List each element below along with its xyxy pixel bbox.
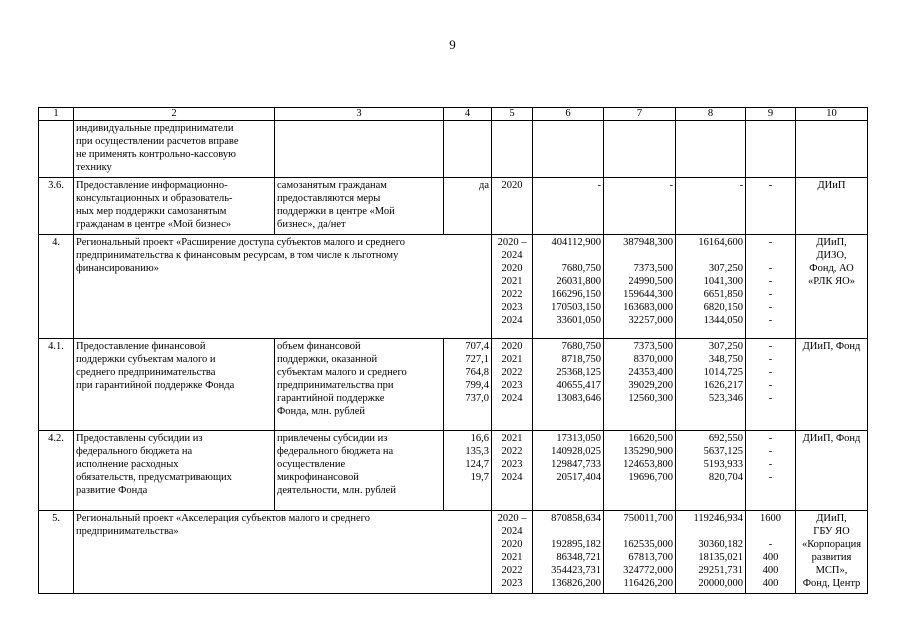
- cell-line: 799,4: [465, 380, 489, 391]
- cell-line: предпринимательства»: [76, 526, 179, 537]
- cell-line: 25368,125: [556, 367, 601, 378]
- cell-c9: [746, 339, 796, 431]
- cell-line: 24353,400: [628, 367, 673, 378]
- cell-line: [678, 249, 743, 262]
- cell-line: 1626,217: [703, 380, 743, 391]
- cell-line: 33601,050: [556, 315, 601, 326]
- cell-line: 16164,600: [698, 237, 743, 248]
- cell-line: гарантийной поддержке: [277, 393, 385, 404]
- cell-c5: [492, 178, 533, 235]
- cell-line: предпринимательства при: [277, 380, 394, 391]
- cell-line: 166296,150: [551, 289, 601, 300]
- cell-line: 32257,000: [628, 315, 673, 326]
- cell-line: 404112,900: [551, 237, 601, 248]
- cell-c6: [533, 235, 604, 339]
- cell-line: бизнес», да/нет: [277, 219, 346, 230]
- cell-line: 159644,300: [623, 289, 673, 300]
- cell-line: 870858,634: [551, 513, 601, 524]
- cell-line: [606, 249, 673, 262]
- cell-line: 8718,750: [561, 354, 601, 365]
- cell-line: 6820,150: [703, 302, 743, 313]
- cell-line: 387948,300: [623, 237, 673, 248]
- cell-line: 13083,646: [556, 393, 601, 404]
- cell-line: [748, 249, 793, 262]
- cell-c10: [796, 235, 868, 339]
- cell-line: 163683,000: [623, 302, 673, 313]
- cell-c234: [74, 511, 492, 594]
- cell-line: 2022: [501, 289, 523, 300]
- cell-line: 18135,021: [698, 552, 743, 563]
- cell-line: самозанятым гражданам: [277, 180, 387, 191]
- cell-line: поддержки субъектам малого и: [76, 354, 216, 365]
- cell-line: ДИиП: [817, 180, 846, 191]
- table-row: [39, 235, 868, 339]
- cell-line: 136826,200: [551, 578, 601, 589]
- cell-line: -: [768, 433, 773, 444]
- cell-c6: [533, 339, 604, 431]
- cell-c4: [444, 339, 492, 431]
- cell-line: 39029,200: [628, 380, 673, 391]
- cell-line: -: [768, 539, 773, 550]
- cell-line: 2024: [501, 526, 523, 537]
- cell-line: 2022: [501, 446, 523, 457]
- cell-line: 2020: [501, 539, 523, 550]
- cell-line: ГБУ ЯО: [813, 526, 850, 537]
- cell-line: 523,346: [708, 393, 743, 404]
- cell-line: 2021: [501, 354, 523, 365]
- cell-line: Фонд, АО: [809, 263, 854, 274]
- cell-line: финансированию»: [76, 263, 159, 274]
- cell-line: 2022: [501, 565, 523, 576]
- cell-line: [748, 525, 793, 538]
- cell-c5: [492, 431, 533, 511]
- cell-c3: [275, 431, 444, 511]
- cell-line: -: [768, 263, 773, 274]
- cell-line: 124,7: [465, 459, 489, 470]
- header-cell: 4: [444, 108, 492, 121]
- cell-c1: 3.6.: [39, 178, 74, 235]
- cell-line: [535, 249, 601, 262]
- cell-line: 348,750: [708, 354, 743, 365]
- cell-line: развития: [811, 552, 852, 563]
- cell-line: 12560,300: [628, 393, 673, 404]
- cell-line: ДИиП, Фонд: [802, 433, 861, 444]
- cell-line: 2020 –: [497, 513, 527, 524]
- cell-line: 692,550: [708, 433, 743, 444]
- header-cell: 1: [39, 108, 74, 121]
- cell-line: 400: [762, 565, 779, 576]
- cell-c8: [676, 431, 746, 511]
- table-row: [39, 431, 868, 511]
- table-row: [39, 339, 868, 431]
- cell-line: МСП»,: [815, 565, 848, 576]
- cell-line: 19696,700: [628, 472, 673, 483]
- cell-line: да: [478, 180, 489, 191]
- cell-line: 86348,721: [556, 552, 601, 563]
- cell-line: Региональный проект «Расширение доступа субъектов малого и среднего: [76, 237, 405, 248]
- cell-c10: [796, 178, 868, 235]
- cell-line: 750011,700: [623, 513, 673, 524]
- cell-c1: 5.: [39, 511, 74, 594]
- header-cell: 6: [533, 108, 604, 121]
- cell-line: 30360,182: [698, 539, 743, 550]
- header-cell: 7: [604, 108, 676, 121]
- header-cell: 10: [796, 108, 868, 121]
- cell-line: ных мер поддержки самозанятым: [76, 206, 227, 217]
- cell-line: 1041,300: [703, 276, 743, 287]
- cell-c8: [676, 511, 746, 594]
- cell-line: ДИиП,: [816, 237, 847, 248]
- cell-c1: 4.2.: [39, 431, 74, 511]
- cell-line: 6651,850: [703, 289, 743, 300]
- program-table: [38, 107, 868, 594]
- cell-line: [535, 525, 601, 538]
- cell-c7: [604, 178, 676, 235]
- cell-line: 19,7: [470, 472, 489, 483]
- cell-line: осуществление: [277, 459, 346, 470]
- cell-line: при осуществлении расчетов вправе: [76, 136, 239, 147]
- cell-c8: [676, 121, 746, 178]
- cell-line: 2020: [501, 180, 523, 191]
- cell-line: федерального бюджета на: [76, 446, 193, 457]
- page-number: 9: [449, 37, 456, 52]
- cell-line: 7373,500: [633, 263, 673, 274]
- cell-line: ДИиП,: [816, 513, 847, 524]
- cell-line: 2021: [501, 552, 523, 563]
- cell-line: федерального бюджета на: [277, 446, 394, 457]
- header-cell: 8: [676, 108, 746, 121]
- header-cell: 5: [492, 108, 533, 121]
- cell-line: ДИиП, Фонд: [802, 341, 861, 352]
- header-cell: 3: [275, 108, 444, 121]
- cell-line: среднего предпринимательства: [76, 367, 216, 378]
- cell-c7: [604, 511, 676, 594]
- cell-line: 727,1: [465, 354, 489, 365]
- cell-line: Предоставлены субсидии из: [76, 433, 203, 444]
- cell-line: 135290,900: [623, 446, 673, 457]
- cell-line: 16,6: [470, 433, 489, 444]
- cell-line: 67813,700: [628, 552, 673, 563]
- cell-line: 2024: [501, 393, 523, 404]
- cell-c8: [676, 339, 746, 431]
- cell-line: не применять контрольно-кассовую: [76, 149, 236, 160]
- cell-line: 124653,800: [623, 459, 673, 470]
- cell-line: 2023: [501, 578, 523, 589]
- cell-line: гражданам в центре «Мой бизнес»: [76, 219, 232, 230]
- cell-line: 2021: [501, 276, 523, 287]
- cell-c2: [74, 431, 275, 511]
- cell-line: развитие Фонда: [76, 485, 148, 496]
- cell-line: 20000,000: [698, 578, 743, 589]
- cell-line: 140928,025: [551, 446, 601, 457]
- cell-c3: [275, 178, 444, 235]
- cell-line: 162535,000: [623, 539, 673, 550]
- cell-c9: [746, 235, 796, 339]
- cell-line: 2023: [501, 459, 523, 470]
- cell-line: 7680,750: [561, 263, 601, 274]
- cell-line: Предоставление финансовой: [76, 341, 206, 352]
- cell-line: технику: [76, 162, 112, 173]
- cell-c3: [275, 339, 444, 431]
- table-row: [39, 511, 868, 594]
- cell-c2: [74, 178, 275, 235]
- cell-line: 7680,750: [561, 341, 601, 352]
- cell-line: -: [768, 237, 773, 248]
- header-row: [39, 108, 868, 121]
- cell-line: -: [768, 459, 773, 470]
- cell-c7: [604, 235, 676, 339]
- cell-c7: [604, 121, 676, 178]
- cell-c6: [533, 178, 604, 235]
- header-cell: 2: [74, 108, 275, 121]
- cell-c7: [604, 431, 676, 511]
- cell-line: 5193,933: [703, 459, 743, 470]
- cell-c5: [492, 339, 533, 431]
- cell-c1: [39, 121, 74, 178]
- cell-line: 29251,731: [698, 565, 743, 576]
- cell-line: -: [768, 393, 773, 404]
- cell-c8: [676, 178, 746, 235]
- cell-c9: [746, 178, 796, 235]
- cell-c9: [746, 121, 796, 178]
- cell-line: 116426,200: [623, 578, 673, 589]
- cell-line: 119246,934: [693, 513, 743, 524]
- cell-line: субъектам малого и среднего: [277, 367, 407, 378]
- cell-line: индивидуальные предприниматели: [76, 123, 234, 134]
- cell-line: 2023: [501, 302, 523, 313]
- cell-c1: 4.: [39, 235, 74, 339]
- cell-c10: [796, 511, 868, 594]
- cell-line: 2020: [501, 263, 523, 274]
- cell-c10: [796, 121, 868, 178]
- cell-line: 764,8: [465, 367, 489, 378]
- cell-line: 2024: [501, 250, 523, 261]
- cell-line: 707,4: [465, 341, 489, 352]
- cell-line: -: [768, 380, 773, 391]
- table-row: [39, 121, 868, 178]
- cell-c5: [492, 121, 533, 178]
- cell-line: -: [768, 289, 773, 300]
- cell-line: предпринимательства к финансовым ресурсам, в том числе к льготному: [76, 250, 399, 261]
- cell-line: 24990,500: [628, 276, 673, 287]
- cell-line: исполнение расходных: [76, 459, 179, 470]
- cell-c10: [796, 339, 868, 431]
- cell-line: 135,3: [465, 446, 489, 457]
- cell-line: 26031,800: [556, 276, 601, 287]
- cell-line: 2024: [501, 472, 523, 483]
- cell-line: Фонда, млн. рублей: [277, 406, 365, 417]
- cell-line: объем финансовой: [277, 341, 361, 352]
- table-row: [39, 178, 868, 235]
- cell-line: 324772,000: [623, 565, 673, 576]
- cell-c7: [604, 339, 676, 431]
- cell-line: 1344,050: [703, 315, 743, 326]
- cell-line: консультационных и образователь-: [76, 193, 233, 204]
- cell-c9: [746, 511, 796, 594]
- cell-line: 7373,500: [633, 341, 673, 352]
- cell-line: 2020: [501, 341, 523, 352]
- cell-line: 2023: [501, 380, 523, 391]
- cell-line: 820,704: [708, 472, 743, 483]
- cell-c3: [275, 121, 444, 178]
- cell-c4: [444, 178, 492, 235]
- cell-line: -: [768, 354, 773, 365]
- cell-c4: [444, 121, 492, 178]
- cell-line: 170503,150: [551, 302, 601, 313]
- cell-line: Региональный проект «Акселерация субъектов малого и среднего: [76, 513, 370, 524]
- cell-line: предоставляются меры: [277, 193, 381, 204]
- cell-line: «Корпорация: [801, 539, 862, 550]
- cell-line: 2024: [501, 315, 523, 326]
- cell-line: 400: [762, 552, 779, 563]
- cell-line: микрофинансовой: [277, 472, 359, 483]
- cell-line: поддержки, оказанной: [277, 354, 378, 365]
- cell-line: обязательств, предусматривающих: [76, 472, 232, 483]
- cell-line: 1600: [760, 513, 781, 524]
- cell-line: 400: [762, 578, 779, 589]
- cell-line: привлечены субсидии из: [277, 433, 388, 444]
- cell-line: -: [768, 446, 773, 457]
- cell-line: -: [669, 180, 673, 191]
- cell-line: [678, 525, 743, 538]
- cell-c234: [74, 235, 492, 339]
- cell-line: Фонд, Центр: [802, 578, 861, 589]
- cell-line: -: [739, 180, 743, 191]
- cell-c5: [492, 235, 533, 339]
- cell-c4: [444, 431, 492, 511]
- cell-line: 2022: [501, 367, 523, 378]
- cell-line: 307,250: [708, 341, 743, 352]
- cell-c9: [746, 431, 796, 511]
- cell-line: -: [768, 315, 773, 326]
- cell-line: при гарантийной поддержке Фонда: [76, 380, 235, 391]
- cell-c2: [74, 339, 275, 431]
- cell-line: Предоставление информационно-: [76, 180, 228, 191]
- cell-line: -: [768, 472, 773, 483]
- cell-line: «РЛК ЯО»: [808, 276, 855, 287]
- cell-line: -: [768, 302, 773, 313]
- cell-line: деятельности, млн. рублей: [277, 485, 396, 496]
- cell-c8: [676, 235, 746, 339]
- cell-line: -: [768, 276, 773, 287]
- cell-line: 1014,725: [703, 367, 743, 378]
- cell-line: 2021: [501, 433, 523, 444]
- cell-line: -: [768, 367, 773, 378]
- cell-c6: [533, 121, 604, 178]
- cell-line: -: [597, 180, 601, 191]
- cell-line: ДИЗО,: [816, 250, 847, 261]
- cell-line: поддержки в центре «Мой: [277, 206, 395, 217]
- cell-line: 192895,182: [551, 539, 601, 550]
- cell-line: 20517,404: [556, 472, 601, 483]
- cell-line: 354423,731: [551, 565, 601, 576]
- cell-line: 5637,125: [703, 446, 743, 457]
- cell-c10: [796, 431, 868, 511]
- cell-line: 40655,417: [556, 380, 601, 391]
- cell-c1: 4.1.: [39, 339, 74, 431]
- cell-line: 8370,000: [633, 354, 673, 365]
- cell-c2: [74, 121, 275, 178]
- cell-c6: [533, 431, 604, 511]
- cell-line: 2020 –: [497, 237, 527, 248]
- cell-line: 17313,050: [556, 433, 601, 444]
- cell-line: -: [768, 341, 773, 352]
- cell-line: 129847,733: [551, 459, 601, 470]
- cell-line: 737,0: [465, 393, 489, 404]
- cell-line: [606, 525, 673, 538]
- cell-line: 307,250: [708, 263, 743, 274]
- cell-line: 16620,500: [628, 433, 673, 444]
- cell-c6: [533, 511, 604, 594]
- header-cell: 9: [746, 108, 796, 121]
- cell-line: -: [768, 180, 773, 191]
- cell-c5: [492, 511, 533, 594]
